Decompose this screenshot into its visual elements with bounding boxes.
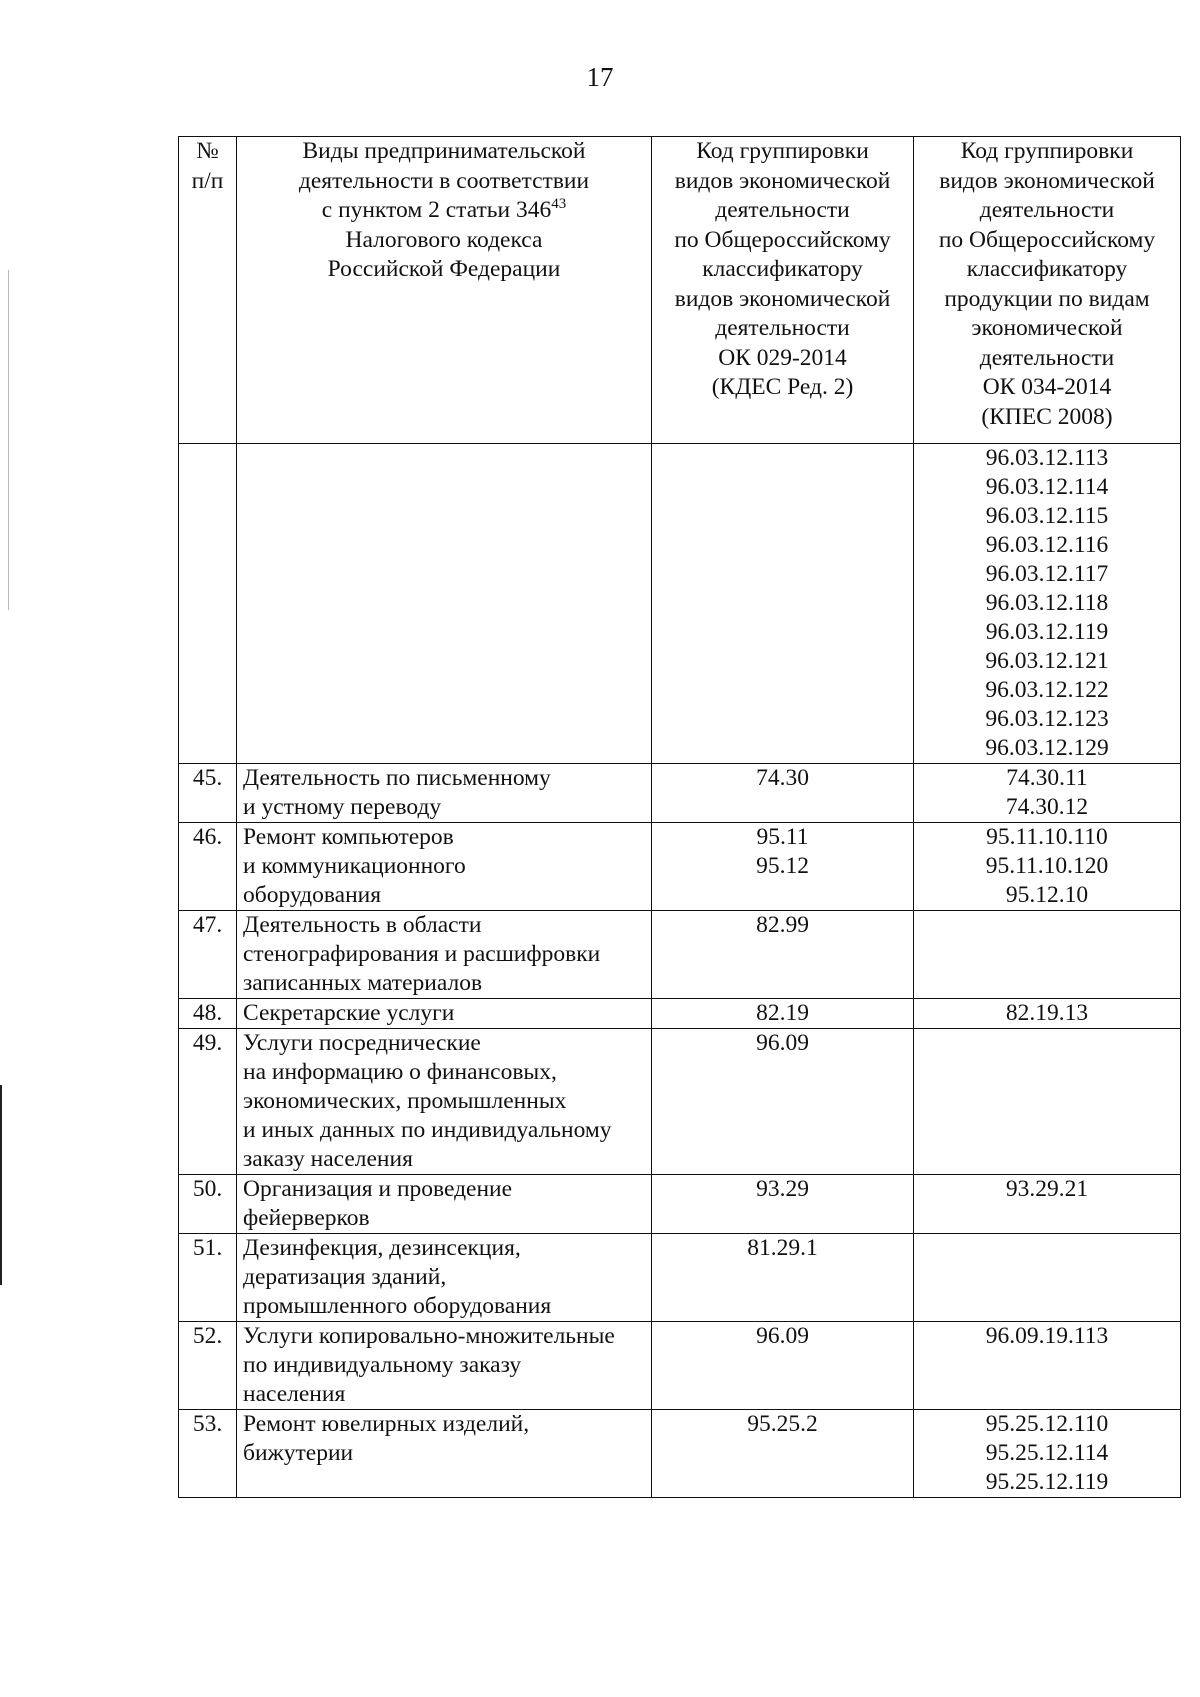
okved-code-cell-line: 81.29.1 [747, 1235, 818, 1261]
okpd-code-cell-line: 95.25.12.114 [985, 1440, 1109, 1466]
okved-code-cell [652, 1410, 914, 1498]
activity-cell [237, 1029, 652, 1175]
row-number [179, 764, 237, 823]
row-number [179, 823, 237, 911]
page-number: 17 [586, 62, 614, 92]
activity-cell-line: записанных материалов [243, 970, 483, 996]
okpd-code-cell-line: 96.03.12.123 [985, 706, 1109, 732]
okpd-code-cell-line: 95.25.12.119 [985, 1469, 1109, 1495]
row-number [179, 911, 237, 999]
table-row [179, 1410, 1181, 1498]
activity-cell-line: Ремонт компьютеров [243, 824, 454, 850]
header-okpd: Код группировки видов экономической деятельности по Общероссийскому классификатору продукции по видам экономической деятельности ОК 034-2014 (КПЕС 2008) [914, 137, 1181, 444]
row-number [179, 444, 237, 764]
okpd-code-cell-line: 95.11.10.110 [986, 824, 1108, 850]
activity-cell [237, 1234, 652, 1322]
table-row [179, 1234, 1181, 1322]
row-number-line: 47. [192, 912, 223, 938]
okved-code-cell [652, 911, 914, 999]
row-number-line: 49. [192, 1030, 223, 1056]
okpd-code-cell-line: 96.03.12.116 [985, 532, 1109, 558]
header-activity-article: с пунктом 2 статьи $346^{43}$ [321, 196, 567, 223]
activity-cell-line: заказу населения [243, 1146, 413, 1172]
activity-cell [237, 1175, 652, 1234]
activity-cell-line: стенографирования и расшифровки [243, 941, 601, 967]
okved-code-cell [652, 1029, 914, 1175]
okpd-code-cell-line: 96.03.12.119 [985, 619, 1109, 645]
okved-code-cell [652, 764, 914, 823]
activity-cell-line: экономических, промышленных [243, 1088, 567, 1114]
activity-cell [237, 444, 652, 764]
okpd-code-cell [914, 911, 1181, 999]
okpd-code-cell-line: 96.03.12.117 [985, 561, 1109, 587]
activity-cell-line: оборудования [243, 882, 382, 908]
okpd-code-cell [914, 1029, 1181, 1175]
okpd-code-cell-line: 96.03.12.121 [985, 648, 1109, 674]
row-number-line: 53. [192, 1411, 223, 1437]
okved-code-cell-line: 95.25.2 [747, 1411, 818, 1437]
activity-cell [237, 764, 652, 823]
okpd-code-cell [914, 1322, 1181, 1410]
okpd-code-cell [914, 1410, 1181, 1498]
row-number [179, 999, 237, 1029]
activity-cell-line: дератизация зданий, [243, 1264, 447, 1290]
okved-code-cell-line: 95.12 [756, 853, 809, 879]
okved-code-cell [652, 1322, 914, 1410]
row-number [179, 1410, 237, 1498]
table-row [179, 823, 1181, 911]
activity-cell-line: фейерверков [243, 1205, 370, 1231]
table-row [179, 444, 1181, 764]
okved-code-cell-line: 96.09 [756, 1323, 809, 1349]
okpd-code-cell [914, 999, 1181, 1029]
okved-code-cell [652, 823, 914, 911]
okved-code-cell [652, 444, 914, 764]
article-superscript: 43 [551, 196, 567, 213]
okved-code-cell-line: 93.29 [756, 1176, 809, 1202]
okved-code-cell-line: 82.19 [756, 1000, 809, 1026]
table-row [179, 999, 1181, 1029]
okpd-code-cell [914, 1175, 1181, 1234]
table-row [179, 1175, 1181, 1234]
okved-code-cell [652, 1234, 914, 1322]
table-row [179, 1322, 1181, 1410]
activity-cell-line: Деятельность в области [243, 912, 482, 938]
activity-cell-line: по индивидуальному заказу [243, 1352, 522, 1378]
okpd-code-cell-line: 96.03.12.118 [985, 590, 1109, 616]
activity-cell-line: и иных данных по индивидуальному [243, 1117, 612, 1143]
row-number-line: 46. [192, 824, 223, 850]
okpd-code-cell [914, 823, 1181, 911]
okved-code-cell-line: 96.09 [756, 1030, 809, 1056]
row-number-line: 52. [192, 1323, 223, 1349]
okpd-code-cell [914, 444, 1181, 764]
activity-cell-line: Услуги посреднические [243, 1030, 481, 1056]
okpd-code-cell-line: 93.29.21 [1005, 1176, 1089, 1202]
okpd-code-cell-line: 96.03.12.129 [985, 735, 1109, 761]
okpd-code-cell-line: 82.19.13 [1005, 1000, 1089, 1026]
okpd-code-cell-line: 95.25.12.110 [985, 1411, 1109, 1437]
okved-code-cell-line: 82.99 [756, 912, 809, 938]
activity-cell-line: Секретарские услуги [243, 1000, 455, 1026]
row-number-line: 48. [192, 1000, 223, 1026]
activity-cell-line: Ремонт ювелирных изделий, [243, 1411, 530, 1437]
okpd-code-cell-line: 96.03.12.114 [985, 474, 1109, 500]
activity-cell-line: промышленного оборудования [243, 1293, 552, 1319]
row-number [179, 1234, 237, 1322]
activity-cell-line: Организация и проведение [243, 1176, 513, 1202]
okpd-code-cell [914, 1234, 1181, 1322]
table-header [179, 137, 1181, 444]
row-number [179, 1029, 237, 1175]
table-row [179, 1029, 1181, 1175]
activity-cell-line: населения [243, 1381, 346, 1407]
table-body [179, 444, 1181, 1498]
header-okved: Код группировки видов экономической деятельности по Общероссийскому классификатору видов экономической деятельности ОК 029-2014 (КДЕС Ред. 2) [652, 137, 914, 444]
activity-cell [237, 999, 652, 1029]
row-number-line: 50. [192, 1176, 223, 1202]
activity-cell-line: Дезинфекция, дезинсекция, [243, 1235, 521, 1261]
activity-cell-line: и коммуникационного [243, 853, 466, 879]
row-number-line: 45. [192, 765, 223, 791]
activity-cell-line: и устному переводу [243, 794, 442, 820]
okpd-code-cell-line: 96.03.12.122 [985, 677, 1109, 703]
okpd-code-cell-line: 95.11.10.120 [985, 853, 1109, 879]
okved-code-cell [652, 999, 914, 1029]
scan-margin-dots [8, 270, 9, 610]
okpd-code-cell-line: 74.30.11 [1006, 765, 1088, 791]
activity-cell-line: Услуги копировально-множительные [243, 1323, 615, 1349]
activity-codes-table [178, 136, 1181, 1498]
activity-cell-line: на информацию о финансовых, [243, 1059, 557, 1085]
okpd-code-cell [914, 764, 1181, 823]
scan-margin-mark [0, 1085, 2, 1285]
table-row [179, 764, 1181, 823]
activity-cell-line: бижутерии [243, 1440, 354, 1466]
activity-cell-line: Деятельность по письменному [243, 765, 551, 791]
okpd-code-cell-line: 74.30.12 [1005, 794, 1089, 820]
okpd-code-cell-line: 96.03.12.115 [985, 503, 1109, 529]
okved-code-cell-line: 74.30 [756, 765, 809, 791]
activity-cell [237, 1410, 652, 1498]
okpd-code-cell-line: 96.09.19.113 [985, 1323, 1109, 1349]
okved-code-cell [652, 1175, 914, 1234]
activity-cell [237, 911, 652, 999]
row-number [179, 1322, 237, 1410]
okved-code-cell-line: 95.11 [756, 824, 809, 850]
table-row [179, 911, 1181, 999]
activity-cell [237, 1322, 652, 1410]
activity-cell [237, 823, 652, 911]
row-number [179, 1175, 237, 1234]
okpd-code-cell-line: 95.12.10 [1005, 882, 1089, 908]
header-activity: Виды предпринимательской деятельности в соответствии с пунктом 2 статьи $346^{43}$ Налогового кодекса Российской Федерации [237, 137, 652, 444]
row-number-line: 51. [192, 1235, 223, 1261]
header-number: № п/п [179, 137, 237, 444]
okpd-code-cell-line: 96.03.12.113 [985, 445, 1109, 471]
